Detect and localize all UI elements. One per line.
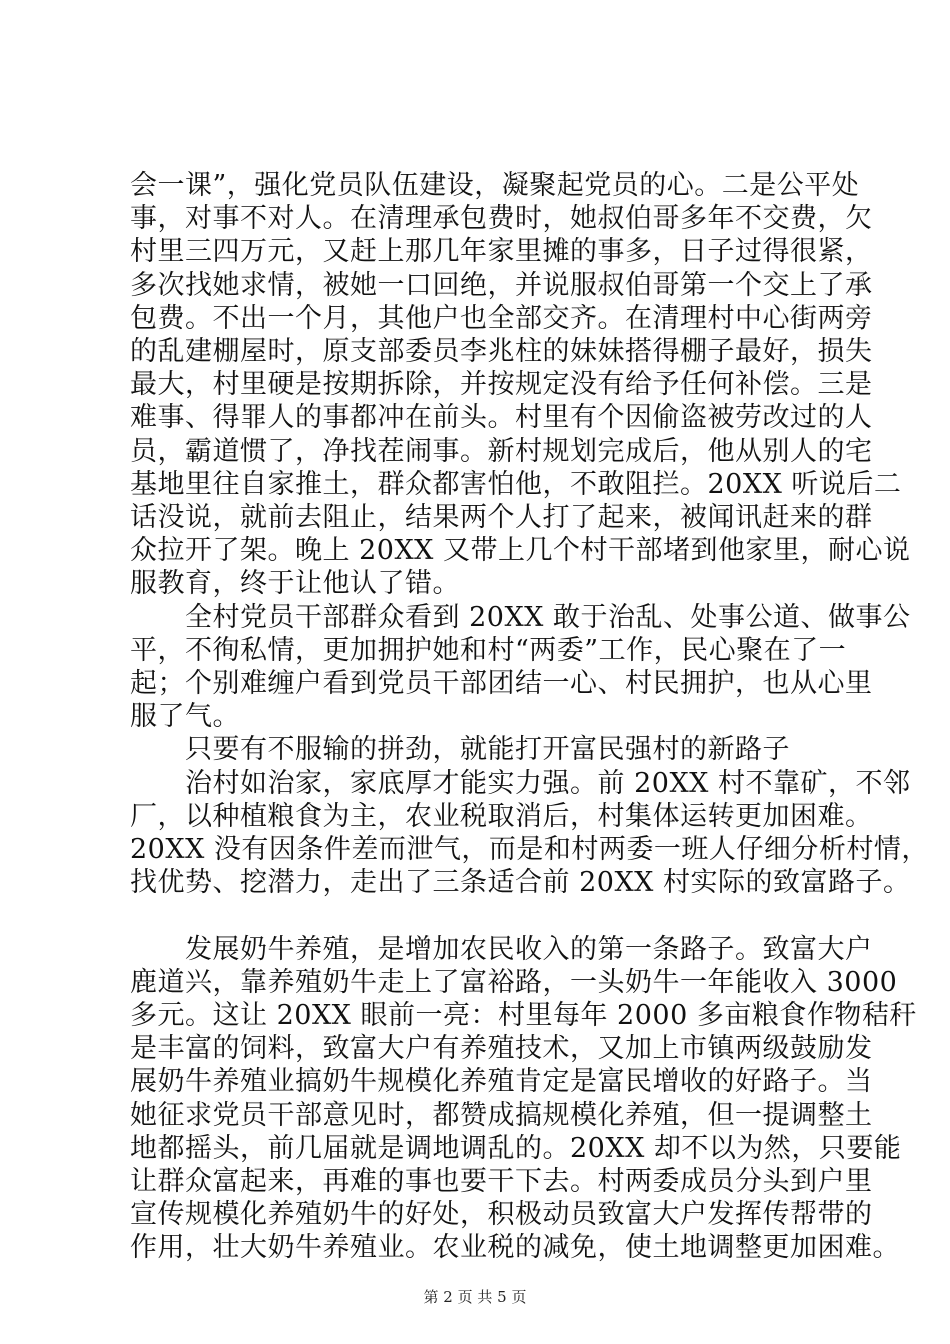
text-line: 平，不徇私情，更加拥护她和村“两委”工作，民心聚在了一 xyxy=(130,635,847,666)
text-line: 治村如治家，家底厚才能实力强。前 20XX 村不靠矿，不邻 xyxy=(185,768,911,799)
text-line: 众拉开了架。晚上 20XX 又带上几个村干部堵到他家里，耐心说 xyxy=(130,535,911,566)
text-line: 会一课”，强化党员队伍建设，凝聚起党员的心。二是公平处 xyxy=(130,170,860,201)
text-line: 最大，村里硬是按期拆除，并按规定没有给予任何补偿。三是 xyxy=(130,369,873,400)
text-line: 的乱建棚屋时，原支部委员李兆柱的妹妹搭得棚子最好，损失 xyxy=(130,336,873,367)
text-line: 基地里往自家推土，群众都害怕他，不敢阻拦。20XX 听说后二 xyxy=(130,469,902,500)
text-line: 话没说，就前去阻止，结果两个人打了起来，被闻讯赶来的群 xyxy=(130,502,873,533)
text-line: 发展奶牛养殖，是增加农民收入的第一条路子。致富大户 xyxy=(185,934,873,965)
text-line: 事，对事不对人。在清理承包费时，她叔伯哥多年不交费，欠 xyxy=(130,203,873,234)
text-line: 难事、得罪人的事都冲在前头。村里有个因偷盗被劳改过的人 xyxy=(130,402,873,433)
text-line: 展奶牛养殖业搞奶牛规模化养殖肯定是富民增收的好路子。当 xyxy=(130,1066,873,1097)
text-line: 她征求党员干部意见时，都赞成搞规模化养殖，但一提调整土 xyxy=(130,1100,873,1131)
text-line: 多次找她求情，被她一口回绝，并说服叔伯哥第一个交上了承 xyxy=(130,270,873,301)
text-line: 20XX 没有因条件差而泄气，而是和村两委一班人仔细分析村情， xyxy=(130,834,929,865)
text-line: 宣传规模化养殖奶牛的好处，积极动员致富大户发挥传帮带的 xyxy=(130,1199,873,1230)
text-line: 村里三四万元，又赶上那几年家里摊的事多，日子过得很紧， xyxy=(130,236,873,267)
text-line: 多元。这让 20XX 眼前一亮：村里每年 2000 多亩粮食作物秸秆 xyxy=(130,1000,917,1031)
text-line: 找优势、挖潜力，走出了三条适合前 20XX 村实际的致富路子。 xyxy=(130,867,911,898)
text-line: 员，霸道惯了，净找茬闹事。新村规划完成后，他从别人的宅 xyxy=(130,436,873,467)
section-heading: 只要有不服输的拼劲，就能打开富民强村的新路子 xyxy=(185,734,790,765)
text-line: 让群众富起来，再难的事也要干下去。村两委成员分头到户里 xyxy=(130,1166,873,1197)
text-line: 鹿道兴，靠养殖奶牛走上了富裕路，一头奶牛一年能收入 3000 xyxy=(130,967,898,998)
text-line: 厂，以种植粮食为主，农业税取消后，村集体运转更加困难。 xyxy=(130,801,873,832)
page-number-footer: 第 2 页 共 5 页 xyxy=(423,1288,527,1306)
text-line: 全村党员干部群众看到 20XX 敢于治乱、处事公道、做事公 xyxy=(185,602,911,633)
text-line: 起；个别难缠户看到党员干部团结一心、村民拥护，也从心里 xyxy=(130,668,873,699)
text-line: 是丰富的饲料，致富大户有养殖技术，又加上市镇两级鼓励发 xyxy=(130,1033,873,1064)
text-line: 地都摇头，前几届就是调地调乱的。20XX 却不以为然，只要能 xyxy=(130,1133,902,1164)
text-line: 作用，壮大奶牛养殖业。农业税的减免，使土地调整更加困难。 xyxy=(130,1232,900,1263)
text-line: 服教育，终于让他认了错。 xyxy=(130,568,460,599)
text-line: 包费。不出一个月，其他户也全部交齐。在清理村中心街两旁 xyxy=(130,303,873,334)
text-line: 服了气。 xyxy=(130,701,240,732)
